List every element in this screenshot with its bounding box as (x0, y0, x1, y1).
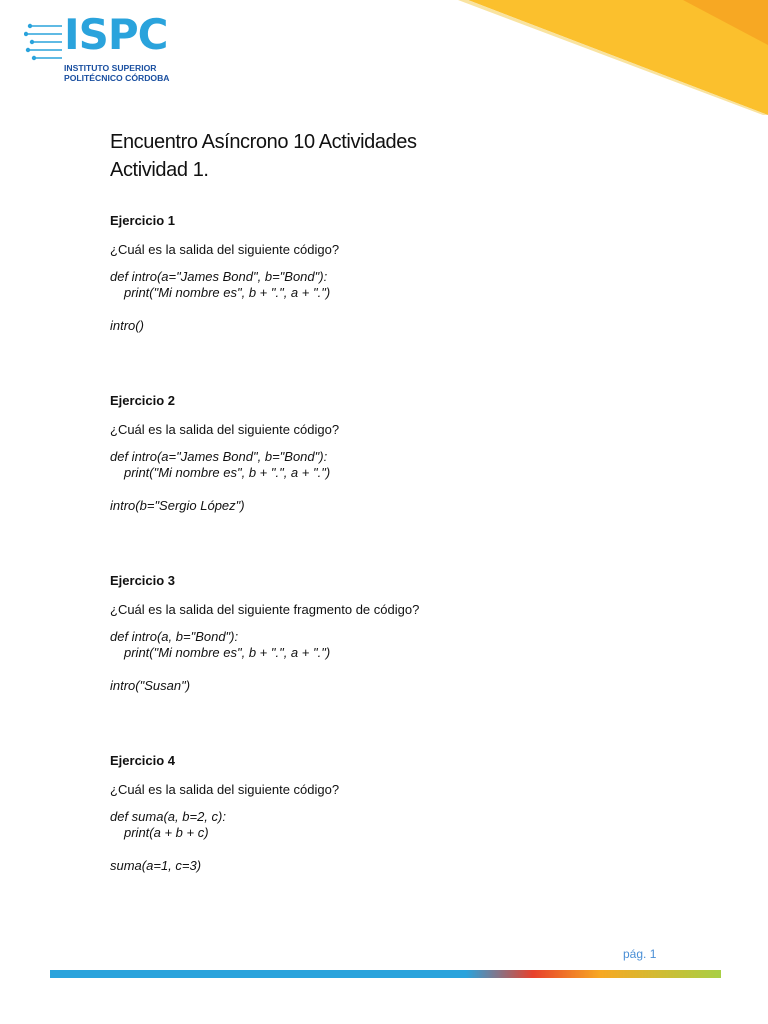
code-line-def: def intro(a, b="Bond"): (110, 629, 239, 644)
exercise-heading: Ejercicio 4 (110, 753, 176, 768)
corner-decoration (458, 0, 768, 115)
code-line-body: print(a + b + c) (124, 825, 209, 840)
exercise-heading: Ejercicio 3 (110, 573, 176, 588)
code-line-def: def suma(a, b=2, c): (110, 809, 226, 824)
footer-color-bar (50, 970, 721, 978)
exercise-question: ¿Cuál es la salida del siguiente código? (110, 422, 340, 437)
code-line-body: print("Mi nombre es", b + ".", a + ".") (124, 285, 331, 300)
code-line-call: intro("Susan") (110, 678, 191, 693)
code-line-call: suma(a=1, c=3) (110, 858, 202, 873)
code-line-body: print("Mi nombre es", b + ".", a + ".") (124, 465, 331, 480)
exercise-heading: Ejercicio 1 (110, 213, 176, 228)
code-line-def: def intro(a="James Bond", b="Bond"): (110, 449, 328, 464)
code-block (110, 809, 226, 841)
document-title: Encuentro Asíncrono 10 Actividades (110, 131, 417, 153)
exercise-question: ¿Cuál es la salida del siguiente código? (110, 782, 340, 797)
exercise-question: ¿Cuál es la salida del siguiente fragmento de código? (110, 602, 420, 617)
ispc-logo (24, 10, 170, 86)
exercise-question: ¿Cuál es la salida del siguiente código? (110, 242, 340, 257)
code-line-call: intro(b="Sergio López") (110, 498, 245, 513)
page-number: pág. 1 (623, 947, 657, 961)
circuit-icon (24, 18, 68, 68)
code-block (110, 269, 330, 301)
logo-wordmark: ISPC (64, 10, 168, 59)
code-line-def: def intro(a="James Bond", b="Bond"): (110, 269, 328, 284)
logo-subtitle-line2: POLITÉCNICO CÓRDOBA (64, 73, 170, 83)
code-block (110, 449, 330, 481)
code-line-body: print("Mi nombre es", b + ".", a + ".") (124, 645, 331, 660)
code-line-call: intro() (110, 318, 144, 333)
code-block (110, 629, 330, 661)
activity-title: Actividad 1. (110, 159, 209, 181)
exercise-heading: Ejercicio 2 (110, 393, 176, 408)
logo-subtitle-line1: INSTITUTO SUPERIOR (64, 63, 157, 73)
